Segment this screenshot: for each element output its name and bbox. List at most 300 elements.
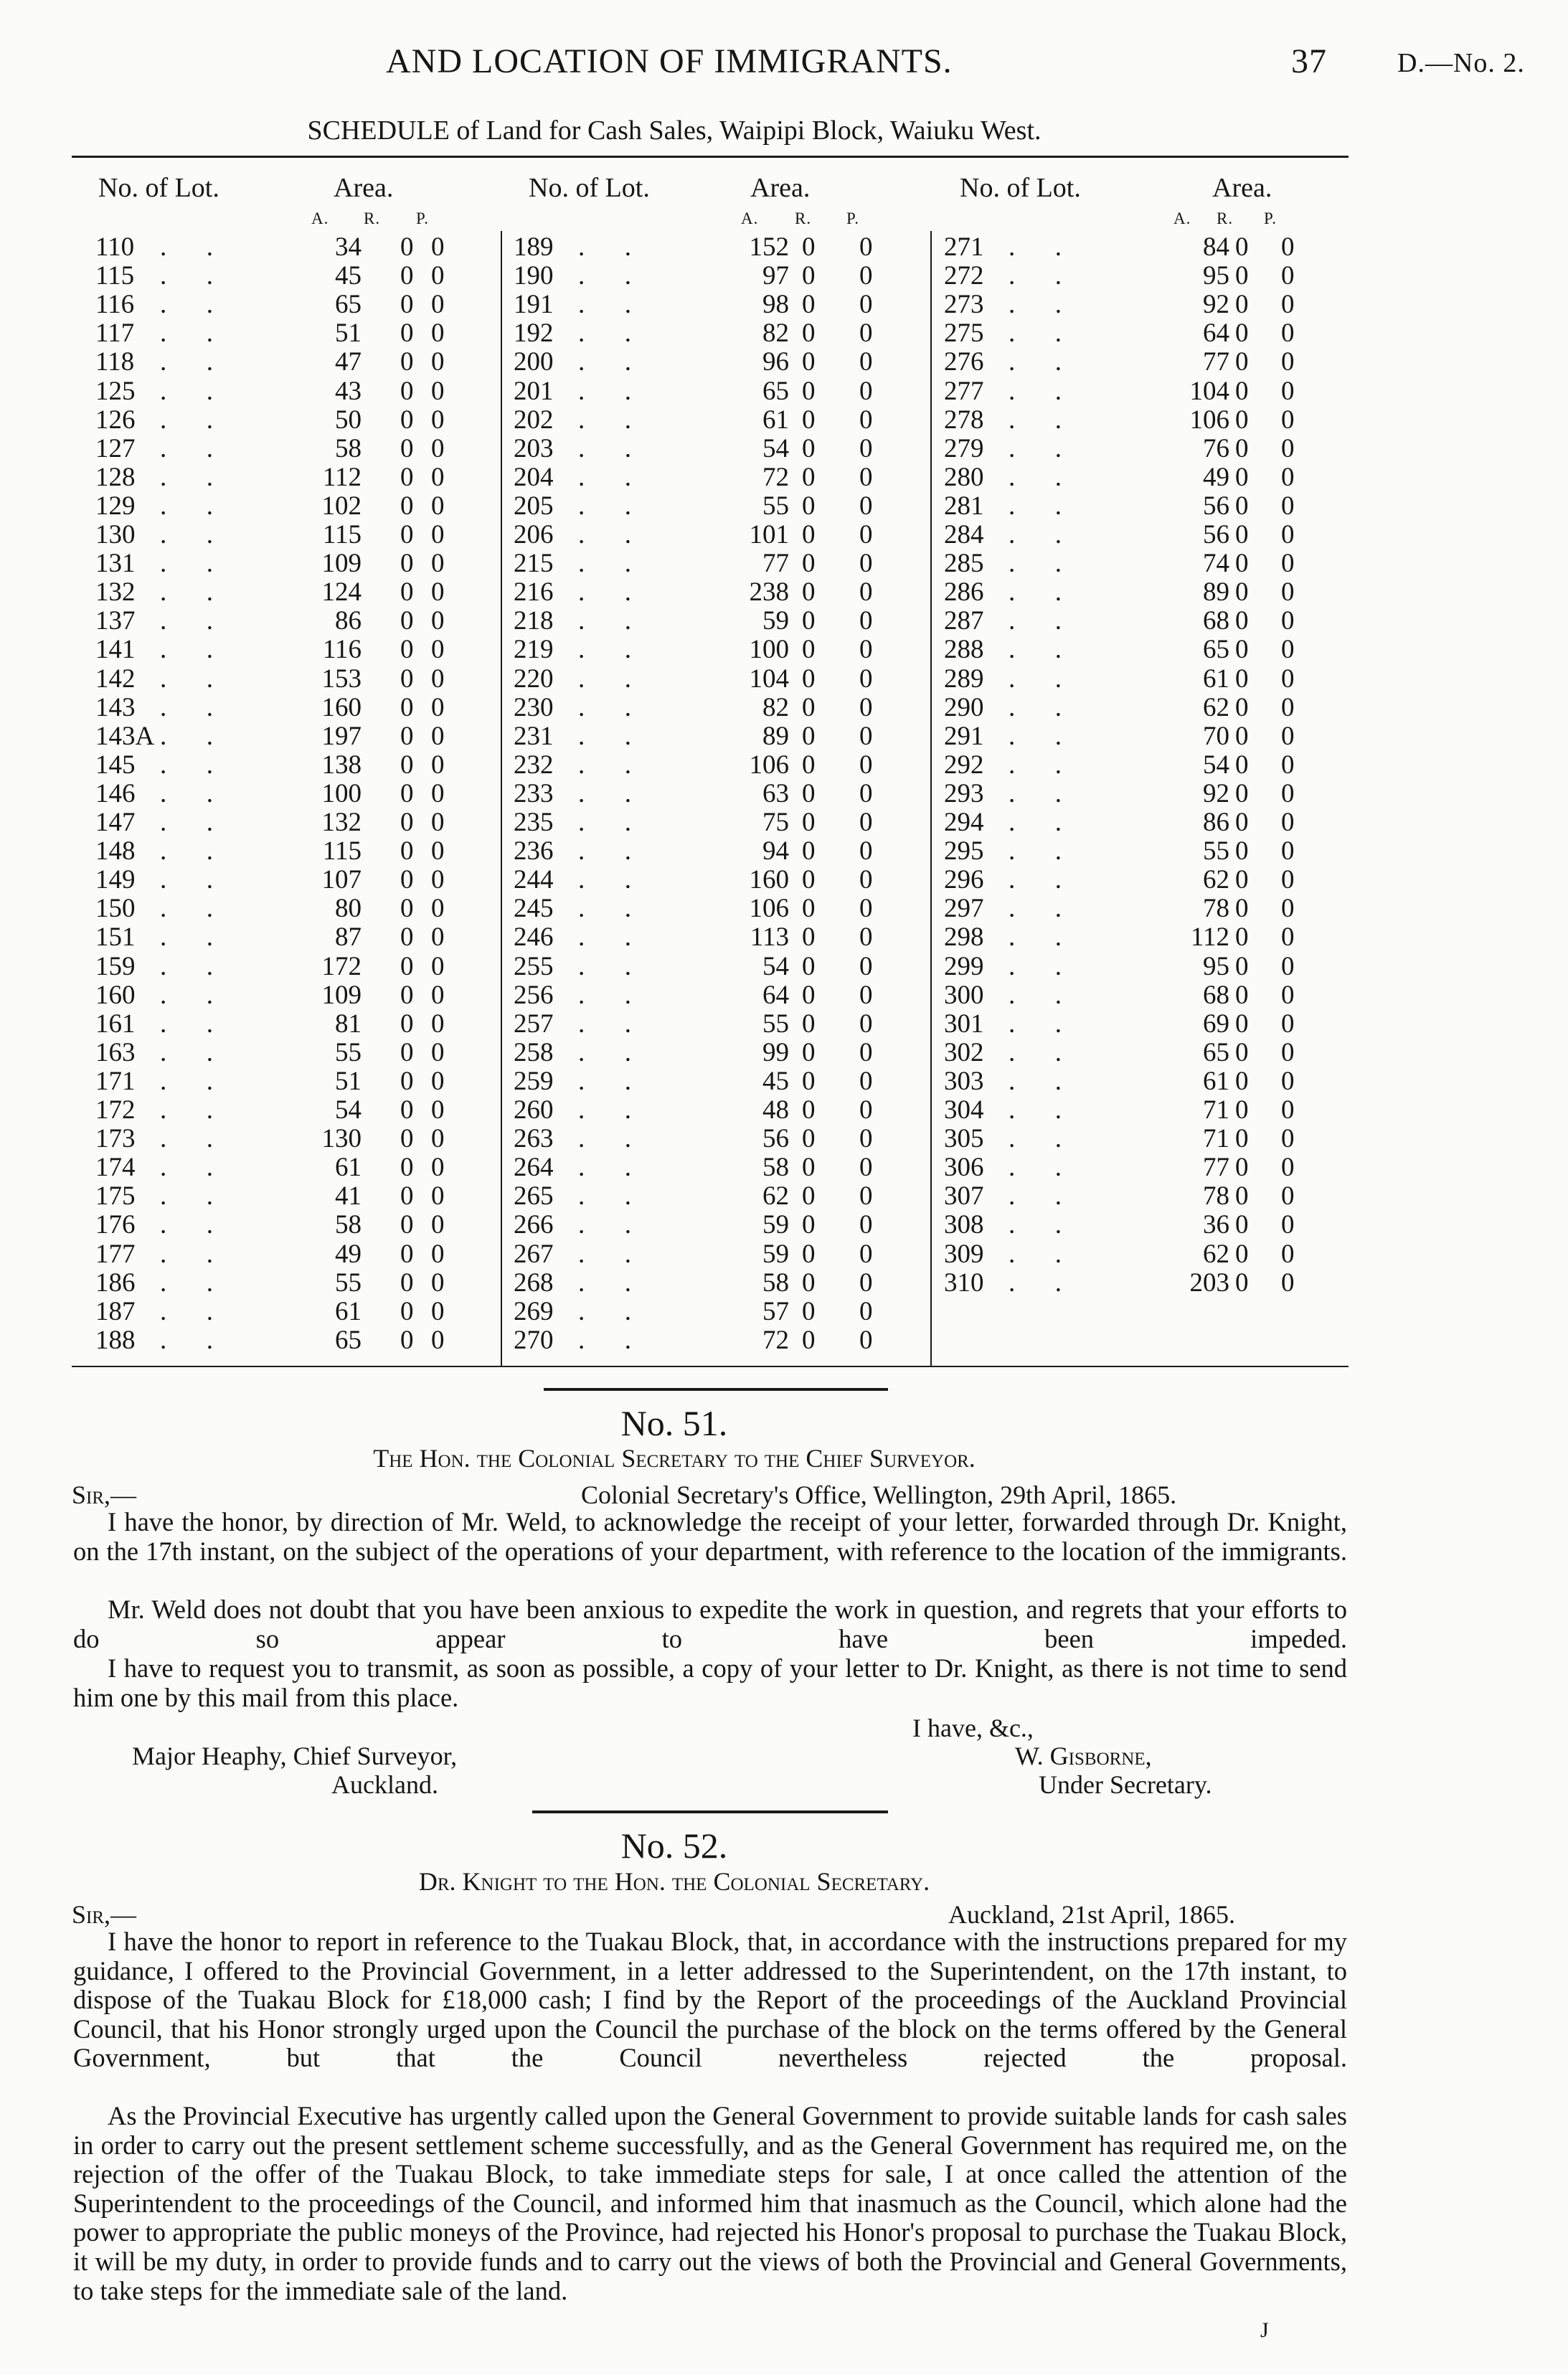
leader-dots: . . [160,894,213,923]
leader-dots: . . [1009,1210,1062,1240]
area-roods: 0 [1235,1240,1249,1269]
leader-dots: . . [160,1124,213,1153]
lot-number: 291 [944,722,984,751]
area-perches: 0 [1281,1067,1295,1096]
leader-dots: . . [160,750,213,780]
area-perches: 0 [431,491,445,521]
header-acres: A. [741,209,759,227]
leader-dots: . . [160,808,213,837]
leader-dots: . . [578,1297,631,1326]
leader-dots: . . [160,606,213,636]
area-acres: 115 [322,836,362,866]
area-roods: 0 [400,779,414,808]
area-acres: 89 [762,722,789,751]
area-perches: 0 [1281,290,1295,319]
area-roods: 0 [400,1210,414,1240]
area-acres: 109 [321,549,362,578]
area-perches: 0 [1281,1210,1295,1240]
area-perches: 0 [859,261,873,291]
area-roods: 0 [1235,922,1249,952]
header-roods: R. [364,209,381,227]
area-acres: 203 [1189,1268,1229,1298]
area-roods: 0 [400,347,414,377]
leader-dots: . . [578,405,631,435]
letter-number: No. 52. [620,1826,728,1866]
area-roods: 0 [802,922,816,952]
area-roods: 0 [400,1268,414,1298]
lot-number: 264 [514,1153,554,1182]
lot-number: 110 [95,232,135,262]
area-roods: 0 [802,664,816,694]
area-roods: 0 [400,491,414,521]
area-perches: 0 [1281,722,1295,751]
lot-number: 284 [944,520,984,549]
area-perches: 0 [1281,1268,1295,1298]
area-acres: 77 [1203,1153,1229,1182]
lot-number: 267 [514,1240,554,1269]
area-perches: 0 [859,405,873,435]
leader-dots: . . [578,463,631,492]
area-acres: 82 [762,693,789,722]
lot-number: 245 [514,894,554,923]
area-acres: 100 [321,779,362,808]
lot-number: 296 [944,865,984,894]
area-perches: 0 [1281,981,1295,1010]
lot-number: 246 [514,922,554,952]
lot-number: 281 [944,491,984,521]
leader-dots: . . [578,750,631,780]
area-acres: 65 [335,1326,362,1355]
area-roods: 0 [1235,577,1249,607]
area-roods: 0 [802,836,816,866]
area-acres: 59 [762,1210,789,1240]
area-roods: 0 [802,434,816,463]
area-acres: 160 [321,693,362,722]
lot-number: 285 [944,549,984,578]
area-roods: 0 [400,865,414,894]
lot-number: 306 [944,1153,984,1182]
lot-number: 127 [95,434,136,463]
area-roods: 0 [1235,1067,1249,1096]
area-acres: 64 [1203,318,1229,348]
lot-number: 231 [514,722,554,751]
area-perches: 0 [431,520,445,549]
lot-number: 190 [514,261,554,291]
area-roods: 0 [1235,635,1249,664]
area-roods: 0 [1235,405,1249,435]
area-perches: 0 [1281,318,1295,348]
area-roods: 0 [802,1181,816,1211]
area-perches: 0 [859,463,873,492]
leader-dots: . . [1009,952,1062,981]
lot-number: 304 [944,1095,984,1125]
area-perches: 0 [1281,1124,1295,1153]
area-perches: 0 [1281,664,1295,694]
lot-number: 147 [95,808,136,837]
signature: W. Gisborne, [1015,1742,1152,1770]
area-acres: 64 [762,981,789,1010]
letter-paragraph: I have the honor to report in reference to the Tuakau Block, that, in accordance with the instructions prepared for my guidance, I offered to the Provincial Government, in a letter addressed to the Superintendent, on the 17th instant, to dispose of the Tuakau Block for £18,000 cash; I find by the Report of the proceedings of the Auckland Provincial Council, that his Honor strongly urged upon the Council the purchase of the block on the terms offered by the General Government, but that the Council nevertheless rejected the proposal. [73,1927,1347,2073]
lot-number: 204 [514,463,554,492]
area-perches: 0 [859,808,873,837]
running-header-title: AND LOCATION OF IMMIGRANTS. [386,42,953,80]
area-perches: 0 [859,1326,873,1355]
area-acres: 62 [1203,865,1229,894]
leader-dots: . . [160,635,213,664]
area-perches: 0 [431,347,445,377]
area-roods: 0 [802,1153,816,1182]
lot-number: 300 [944,981,984,1010]
lot-number: 143 [95,693,136,722]
leader-dots: . . [578,836,631,866]
area-perches: 0 [431,1210,445,1240]
area-acres: 130 [321,1124,362,1153]
area-acres: 106 [749,750,789,780]
area-acres: 75 [762,808,789,837]
leader-dots: . . [1009,434,1062,463]
area-roods: 0 [1235,434,1249,463]
column-divider [501,231,502,1366]
leader-dots: . . [578,520,631,549]
lot-number: 297 [944,894,984,923]
leader-dots: . . [578,1326,631,1355]
area-perches: 0 [431,1326,445,1355]
leader-dots: . . [1009,1067,1062,1096]
header-lot: No. of Lot. [960,173,1081,203]
area-roods: 0 [1235,865,1249,894]
lot-number: 233 [514,779,554,808]
leader-dots: . . [1009,232,1062,262]
area-perches: 0 [1281,1153,1295,1182]
lot-number: 176 [95,1210,136,1240]
area-perches: 0 [431,1153,445,1182]
lot-number: 192 [514,318,554,348]
closing: I have, &c., [912,1714,1034,1742]
area-roods: 0 [1235,1038,1249,1067]
leader-dots: . . [160,722,213,751]
leader-dots: . . [578,491,631,521]
lot-number: 287 [944,606,984,636]
leader-dots: . . [160,1326,213,1355]
lot-number: 148 [95,836,136,866]
area-acres: 238 [749,577,789,607]
area-roods: 0 [400,635,414,664]
lot-number: 216 [514,577,554,607]
area-roods: 0 [1235,520,1249,549]
leader-dots: . . [1009,750,1062,780]
leader-dots: . . [160,1009,213,1039]
area-acres: 86 [1203,808,1229,837]
area-perches: 0 [859,693,873,722]
area-perches: 0 [431,722,445,751]
leader-dots: . . [1009,520,1062,549]
area-perches: 0 [859,1210,873,1240]
area-acres: 58 [762,1268,789,1298]
area-roods: 0 [1235,952,1249,981]
area-roods: 0 [1235,549,1249,578]
lot-number: 141 [95,635,136,664]
area-acres: 99 [762,1038,789,1067]
leader-dots: . . [578,577,631,607]
area-acres: 41 [335,1181,362,1211]
area-perches: 0 [859,318,873,348]
area-perches: 0 [1281,463,1295,492]
area-acres: 45 [335,261,362,291]
leader-dots: . . [1009,347,1062,377]
area-roods: 0 [1235,290,1249,319]
lot-number: 131 [95,549,136,578]
lot-number: 305 [944,1124,984,1153]
lot-number: 173 [95,1124,136,1153]
lot-number: 258 [514,1038,554,1067]
area-acres: 59 [762,1240,789,1269]
area-perches: 0 [431,836,445,866]
lot-number: 263 [514,1124,554,1153]
lot-number: 188 [95,1326,136,1355]
area-roods: 0 [400,405,414,435]
area-acres: 87 [335,922,362,952]
area-roods: 0 [802,808,816,837]
leader-dots: . . [1009,1153,1062,1182]
area-acres: 138 [321,750,362,780]
area-roods: 0 [1235,1153,1249,1182]
area-perches: 0 [431,377,445,406]
area-acres: 102 [321,491,362,521]
addressee-line: Auckland. [331,1770,438,1799]
lot-number: 191 [514,290,554,319]
leader-dots: . . [160,836,213,866]
section-separator [544,1388,888,1391]
area-roods: 0 [802,750,816,780]
lot-number: 143A [95,722,155,751]
leader-dots: . . [1009,922,1062,952]
leader-dots: . . [1009,722,1062,751]
area-roods: 0 [802,1297,816,1326]
area-acres: 65 [1203,635,1229,664]
area-perches: 0 [859,750,873,780]
lot-number: 128 [95,463,136,492]
area-acres: 62 [1203,693,1229,722]
area-perches: 0 [431,693,445,722]
area-perches: 0 [431,577,445,607]
leader-dots: . . [1009,577,1062,607]
area-perches: 0 [431,290,445,319]
lot-number: 255 [514,952,554,981]
leader-dots: . . [160,952,213,981]
letter-paragraph: Mr. Weld does not doubt that you have been anxious to expedite the work in question, and regrets that your efforts to do so appear to have been impeded. [73,1595,1347,1653]
leader-dots: . . [578,635,631,664]
area-acres: 100 [749,635,789,664]
lot-number: 276 [944,347,984,377]
area-perches: 0 [1281,549,1295,578]
header-area: Area. [1212,173,1272,203]
leader-dots: . . [160,981,213,1010]
area-acres: 48 [762,1095,789,1125]
area-perches: 0 [859,981,873,1010]
area-acres: 61 [1203,664,1229,694]
area-acres: 55 [1203,836,1229,866]
table-top-rule [72,156,1349,158]
area-roods: 0 [802,405,816,435]
area-acres: 54 [1203,750,1229,780]
area-roods: 0 [802,290,816,319]
area-perches: 0 [431,1009,445,1039]
leader-dots: . . [578,347,631,377]
area-acres: 172 [321,952,362,981]
area-acres: 58 [762,1153,789,1182]
lot-number: 200 [514,347,554,377]
area-perches: 0 [431,1067,445,1096]
leader-dots: . . [160,549,213,578]
area-acres: 106 [1189,405,1229,435]
leader-dots: . . [578,318,631,348]
area-roods: 0 [400,520,414,549]
area-roods: 0 [400,1326,414,1355]
area-roods: 0 [802,1095,816,1125]
leader-dots: . . [160,290,213,319]
area-roods: 0 [802,1124,816,1153]
lot-number: 163 [95,1038,136,1067]
leader-dots: . . [160,1210,213,1240]
leader-dots: . . [1009,693,1062,722]
leader-dots: . . [578,865,631,894]
leader-dots: . . [578,894,631,923]
area-acres: 51 [335,1067,362,1096]
area-perches: 0 [859,1067,873,1096]
leader-dots: . . [578,722,631,751]
area-perches: 0 [1281,577,1295,607]
area-acres: 77 [762,549,789,578]
section-separator [532,1810,888,1813]
area-acres: 107 [321,865,362,894]
leader-dots: . . [578,922,631,952]
lot-number: 160 [95,981,136,1010]
lot-number: 244 [514,865,554,894]
area-perches: 0 [859,894,873,923]
area-roods: 0 [400,261,414,291]
area-acres: 61 [335,1297,362,1326]
area-perches: 0 [431,261,445,291]
letter-paragraph: As the Provincial Executive has urgently called upon the General Government to provide suitable lands for cash sales in order to carry out the present settlement scheme successfully, and as the General Government has required me, on the rejection of the offer of the Tuakau Block, to take immediate steps for sale, I at once called the attention of the Superintendent to the proceedings of the Council, and informed him that inasmuch as the Council, which alone had the power to appropriate the public moneys of the Province, had rejected his Honor's proposal to purchase the Tuakau Block, it will be my duty, in order to provide funds and to carry out the views of both the Provincial and General Governments, to take steps for the immediate sale of the land. [73,2101,1347,2305]
area-roods: 0 [1235,779,1249,808]
area-perches: 0 [431,1124,445,1153]
area-acres: 98 [762,290,789,319]
area-perches: 0 [1281,1038,1295,1067]
area-perches: 0 [859,1009,873,1039]
lot-number: 118 [95,347,135,377]
area-perches: 0 [431,434,445,463]
leader-dots: . . [1009,664,1062,694]
leader-dots: . . [1009,606,1062,636]
column-divider [930,231,932,1366]
leader-dots: . . [160,1181,213,1211]
area-acres: 68 [1203,606,1229,636]
area-roods: 0 [1235,232,1249,262]
lot-number: 257 [514,1009,554,1039]
area-roods: 0 [1235,261,1249,291]
area-acres: 55 [762,1009,789,1039]
area-roods: 0 [1235,1009,1249,1039]
area-acres: 58 [335,434,362,463]
lot-number: 149 [95,865,136,894]
area-acres: 106 [749,894,789,923]
lot-number: 269 [514,1297,554,1326]
leader-dots: . . [160,1268,213,1298]
lot-number: 205 [514,491,554,521]
area-roods: 0 [400,1038,414,1067]
leader-dots: . . [1009,981,1062,1010]
area-acres: 80 [335,894,362,923]
area-roods: 0 [1235,1095,1249,1125]
addressee-line: Major Heaphy, Chief Surveyor, [132,1742,458,1770]
lot-number: 290 [944,693,984,722]
area-roods: 0 [400,808,414,837]
area-roods: 0 [802,952,816,981]
area-roods: 0 [1235,491,1249,521]
area-perches: 0 [1281,232,1295,262]
area-roods: 0 [400,606,414,636]
area-perches: 0 [1281,347,1295,377]
area-acres: 81 [335,1009,362,1039]
area-acres: 54 [335,1095,362,1125]
area-roods: 0 [400,722,414,751]
lot-number: 218 [514,606,554,636]
area-acres: 94 [762,836,789,866]
area-acres: 50 [335,405,362,435]
leader-dots: . . [160,318,213,348]
area-acres: 197 [321,722,362,751]
dateline: Colonial Secretary's Office, Wellington, 29th April, 1865. [581,1481,1177,1509]
lot-number: 236 [514,836,554,866]
dateline: Auckland, 21st April, 1865. [948,1900,1235,1929]
area-perches: 0 [1281,865,1295,894]
lot-number: 260 [514,1095,554,1125]
area-roods: 0 [1235,981,1249,1010]
area-roods: 0 [802,1210,816,1240]
area-acres: 132 [321,808,362,837]
area-perches: 0 [431,808,445,837]
area-perches: 0 [431,981,445,1010]
area-acres: 92 [1203,779,1229,808]
lot-number: 277 [944,377,984,406]
area-perches: 0 [431,1181,445,1211]
area-perches: 0 [859,664,873,694]
salutation: Sir,— [72,1900,137,1929]
area-roods: 0 [400,693,414,722]
header-area: Area. [334,173,394,203]
leader-dots: . . [1009,1181,1062,1211]
area-roods: 0 [1235,463,1249,492]
area-roods: 0 [802,1268,816,1298]
lot-number: 299 [944,952,984,981]
area-roods: 0 [400,549,414,578]
area-roods: 0 [802,318,816,348]
leader-dots: . . [1009,463,1062,492]
leader-dots: . . [160,261,213,291]
lot-number: 219 [514,635,554,664]
area-acres: 65 [1203,1038,1229,1067]
area-acres: 77 [1203,347,1229,377]
leader-dots: . . [578,1095,631,1125]
lot-number: 116 [95,290,135,319]
area-acres: 95 [1203,952,1229,981]
leader-dots: . . [1009,865,1062,894]
leader-dots: . . [160,1297,213,1326]
area-acres: 70 [1203,722,1229,751]
lot-number: 286 [944,577,984,607]
area-perches: 0 [1281,606,1295,636]
area-perches: 0 [1281,894,1295,923]
